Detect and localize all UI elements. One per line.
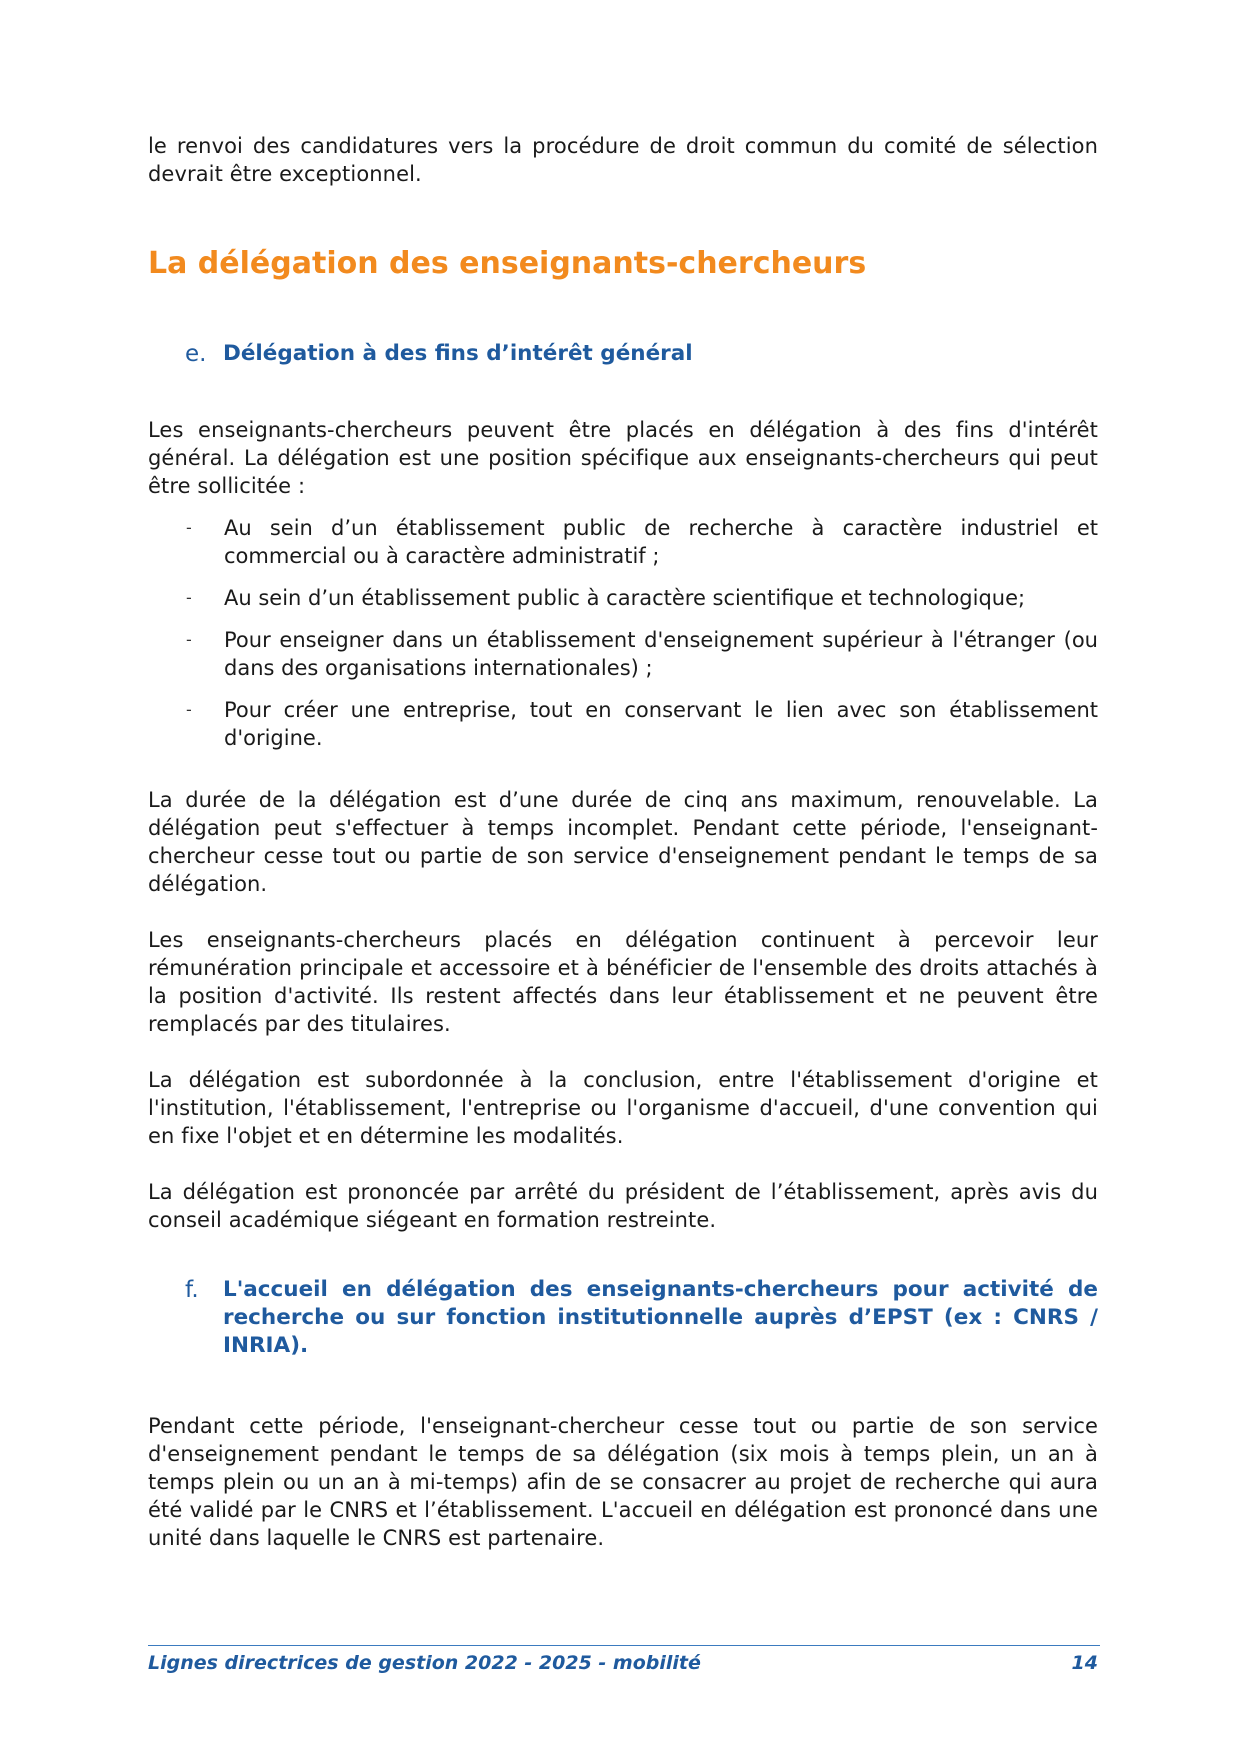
bullet-list: [148, 514, 1098, 766]
bullet-dash: -: [186, 630, 192, 649]
document-page: [148, 0, 1098, 1755]
list-item: [148, 696, 1098, 752]
bullet-dash: -: [186, 588, 192, 607]
subsection-e-letter: e.: [185, 341, 207, 367]
intro-paragraph: le renvoi des candidatures vers la procédure de droit commun du comité de sélection devrait être exceptionnel.: [148, 134, 1098, 186]
page-number: 14: [1071, 1652, 1098, 1674]
list-item: [148, 514, 1098, 570]
subsection-f-title: L'accueil en délégation des enseignants-chercheurs pour activité de recherche ou sur fonction institutionnelle auprès d’EPST (ex : CNRS / INRIA).: [223, 1277, 1098, 1358]
list-item-text: Au sein d’un établissement public à caractère scientifique et technologique;: [224, 586, 1026, 610]
section-heading: La délégation des enseignants-chercheurs: [148, 246, 867, 281]
list-item-text: Pour créer une entreprise, tout en conservant le lien avec son établissement d'origine.: [224, 698, 1098, 750]
subsection-f-letter: f.: [185, 1277, 199, 1303]
subsection-e-heading: [185, 340, 1098, 368]
paragraph-3: Les enseignants-chercheurs placés en délégation continuent à percevoir leur rémunération principale et accessoire et à bénéficier de l'ensemble des droits attachés à la position d'activité. Ils restent affectés dans leur établissement et ne peuvent être remplacés par des titulaires.: [148, 928, 1098, 1036]
list-item: [148, 626, 1098, 682]
list-item-text: Pour enseigner dans un établissement d'enseignement supérieur à l'étranger (ou dans des organisations internationales) ;: [224, 628, 1098, 680]
bullet-dash: -: [186, 700, 192, 719]
paragraph-4: La délégation est subordonnée à la conclusion, entre l'établissement d'origine et l'institution, l'établissement, l'entreprise ou l'organisme d'accueil, d'une convention qui en fixe l'objet et en détermine les modalités.: [148, 1068, 1098, 1148]
bullet-dash: -: [186, 518, 192, 537]
paragraph-1: Les enseignants-chercheurs peuvent être placés en délégation à des fins d'intérêt général. La délégation est une position spécifique aux enseignants-chercheurs qui peut être sollicitée :: [148, 418, 1098, 498]
paragraph-6: Pendant cette période, l'enseignant-chercheur cesse tout ou partie de son service d'enseignement pendant le temps de sa délégation (six mois à temps plein, un an à temps plein ou un an à mi-temps) afin de se consacrer au projet de recherche qui aura été validé par le CNRS et l’établissement. L'accueil en délégation est prononcé dans une unité dans laquelle le CNRS est partenaire.: [148, 1414, 1098, 1550]
list-item-text: Au sein d’un établissement public de recherche à caractère industriel et commercial ou à caractère administratif ;: [224, 516, 1098, 568]
paragraph-2: La durée de la délégation est d’une durée de cinq ans maximum, renouvelable. La délégation peut s'effectuer à temps incomplet. Pendant cette période, l'enseignant-chercheur cesse tout ou partie de son service d'enseignement pendant le temps de sa délégation.: [148, 788, 1098, 896]
list-item: [148, 584, 1098, 612]
footer-title: Lignes directrices de gestion 2022 - 2025 - mobilité: [148, 1652, 701, 1674]
paragraph-5: La délégation est prononcée par arrêté du président de l’établissement, après avis du conseil académique siégeant en formation restreinte.: [148, 1180, 1098, 1232]
subsection-f-heading: [185, 1276, 1098, 1360]
subsection-e-title: Délégation à des fins d’intérêt général: [223, 341, 693, 366]
footer-divider: [148, 1645, 1100, 1646]
